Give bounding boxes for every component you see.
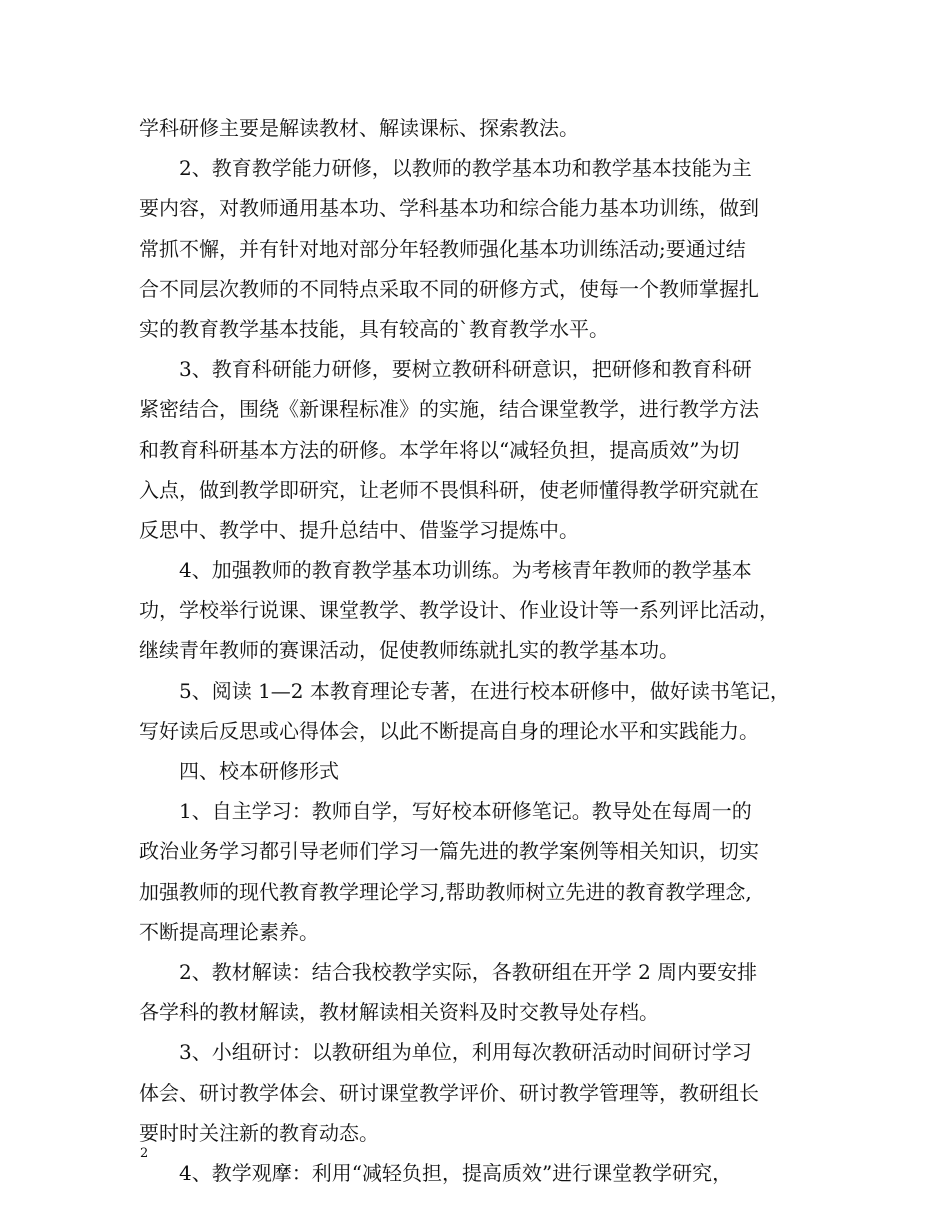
text-line: 学科研修主要是解读教材、解读课标、探索教法。 [139,116,579,140]
text-line: 合不同层次教师的不同特点采取不同的研修方式，使每一个教师掌握扎 [139,276,759,301]
text-line: 4、教学观摩：利用“减轻负担，提高质效”进行课堂教学研究， [179,1160,733,1185]
text-line: 和教育科研基本方法的研修。本学年将以“减轻负担，提高质效”为切 [139,437,740,462]
text-line: 1、自主学习：教师自学，写好校本研修笔记。教导处在每周一的 [179,799,752,824]
text-line: 常抓不懈，并有针对地对部分年轻教师强化基本功训练活动;要通过结 [139,236,746,261]
text-line: 各学科的教材解读，教材解读相关资料及时交教导处存档。 [139,1000,659,1025]
text-line: 反思中、教学中、提升总结中、借鉴学习提炼中。 [139,517,579,542]
text-line: 2、教育教学能力研修，以教师的教学基本功和教学基本技能为主 [179,156,752,181]
text-line: 政治业务学习都引导老师们学习一篇先进的教学案例等相关知识，切实 [139,839,759,864]
body-text [139,108,819,1193]
text-line: 紧密结合，围绕《新课程标准》的实施，结合课堂教学，进行教学方法 [139,397,759,422]
text-line: 不断提高理论素养。 [139,919,319,944]
text-line: 入点，做到教学即研究，让老师不畏惧科研，使老师懂得教学研究就在 [139,477,759,502]
text-line: 加强教师的现代教育教学理论学习,帮助教师树立先进的教育教学理念, [139,879,752,904]
text-line: 继续青年教师的赛课活动，促使教师练就扎实的教学基本功。 [139,638,679,663]
text-line: 4、加强教师的教育教学基本功训练。为考核青年教师的教学基本 [179,558,752,583]
text-line: 2、教材解读：结合我校教学实际，各教研组在开学 2 周内要安排 [179,959,758,984]
text-line: 3、教育科研能力研修，要树立教研科研意识，把研修和教育科研 [179,357,752,382]
text-line: 四、校本研修形式 [179,759,339,783]
text-line: 体会、研讨教学体会、研讨课堂教学评价、研讨教学管理等，教研组长 [139,1080,759,1105]
text-line: 功，学校举行说课、课堂教学、教学设计、作业设计等一系列评比活动， [139,598,779,623]
text-line: 写好读后反思或心得体会，以此不断提高自身的理论水平和实践能力。 [139,718,759,743]
text-line: 要时时关注新的教育动态。 [139,1120,379,1145]
text-line: 5、阅读 1—2 本教育理论专著，在进行校本研修中，做好读书笔记， [179,678,790,703]
text-line: 要内容，对教师通用基本功、学科基本功和综合能力基本功训练，做到 [139,196,759,221]
text-line: 3、小组研讨：以教研组为单位，利用每次教研活动时间研讨学习 [179,1040,752,1065]
page-number: 2 [140,1146,149,1161]
text-line: 实的教育教学基本技能，具有较高的`教育教学水平。 [139,316,609,341]
